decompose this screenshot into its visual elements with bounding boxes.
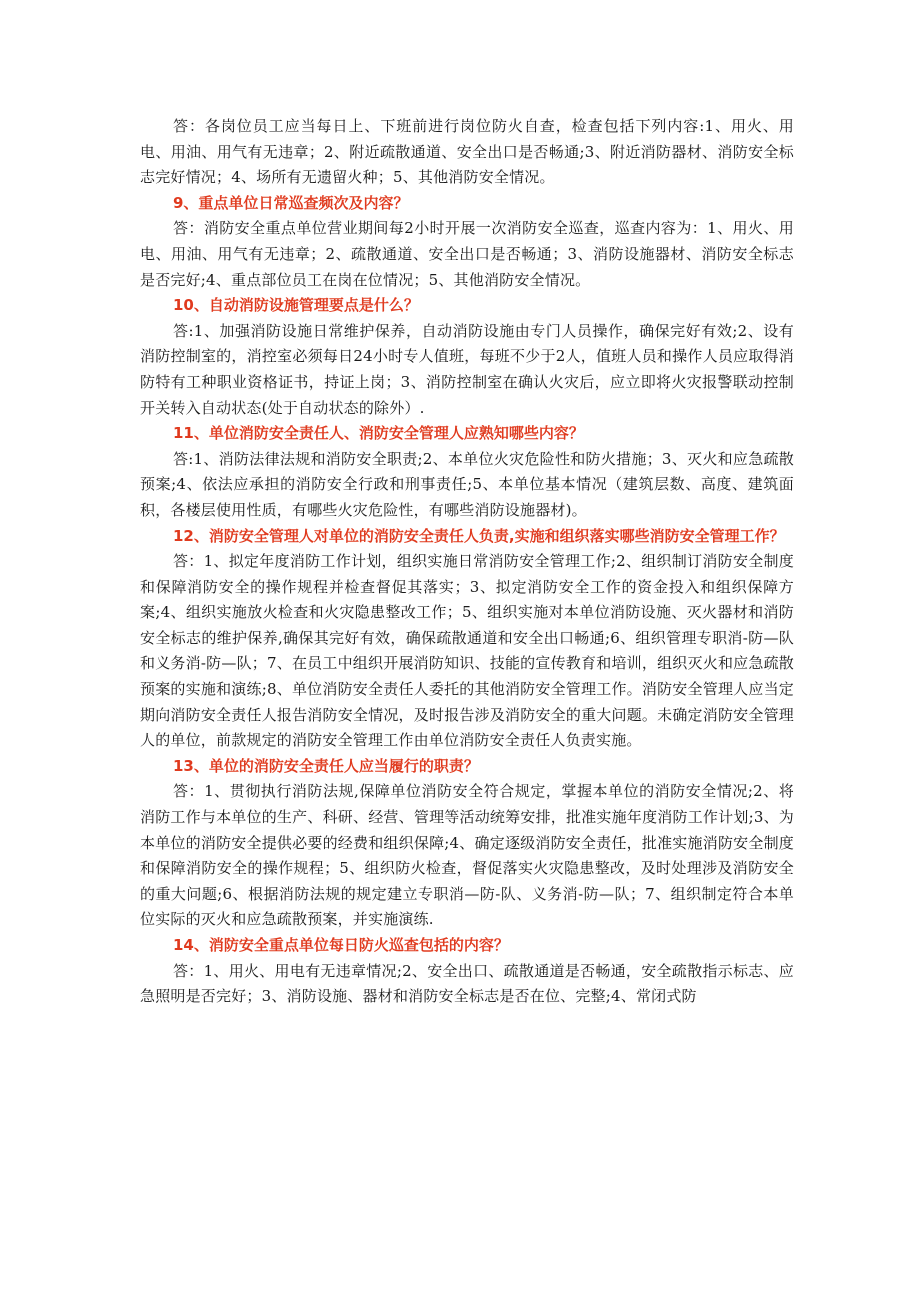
answer-paragraph: 答:1、加强消防设施日常维护保养，自动消防设施由专门人员操作，确保完好有效;2、设有消防控制室的，消控室必须每日24小时专人值班，每班不少于2人，值班人员和操作人员应取得消防特有工种职业资格证书，持证上岗；3、消防控制室在确认火灾后，应立即将火灾报警联动控制开关转入自动状态(处于自动状态的除外）. (140, 321, 794, 417)
question-heading: 10、自动消防设施管理要点是什么？ (173, 296, 419, 315)
answer-paragraph: 答：各岗位员工应当每日上、下班前进行岗位防火自查，检查包括下列内容:1、用火、用电、用油、用气有无违章；2、附近疏散通道、安全出口是否畅通;3、附近消防器材、消防安全标志完好情况；4、场所有无遗留火种；5、其他消防安全情况。 (140, 117, 794, 187)
question-heading: 14、消防安全重点单位每日防火巡查包括的内容？ (173, 936, 509, 954)
question-heading: 9、重点单位日常巡查频次及内容？ (173, 193, 409, 212)
question-heading: 12、消防安全管理人对单位的消防安全责任人负责,实施和组织落实哪些消防安全管理工作？ (173, 526, 785, 545)
answer-paragraph: 答：1、用火、用电有无违章情况;2、安全出口、疏散通道是否畅通，安全疏散指示标志、应急照明是否完好；3、消防设施、器材和消防安全标志是否在位、完整;4、常闭式防 (140, 961, 794, 1006)
answer-paragraph: 答：1、贯彻执行消防法规,保障单位消防安全符合规定，掌握本单位的消防安全情况;2、将消防工作与本单位的生产、科研、经营、管理等活动统筹安排，批准实施年度消防工作计划;3、为本单位的消防安全提供必要的经费和组织保障;4、确定逐级消防安全责任，批准实施消防安全制度和保障消防安全的操作规程；5、组织防火检查，督促落实火灾隐患整改，及时处理涉及消防安全的重大问题;6、根据消防法规的规定建立专职消—防-队、义务消-防—队；7、组织制定符合本单位实际的灭火和应急疏散预案，并实施演练. (140, 782, 795, 929)
question-heading: 13、单位的消防安全责任人应当履行的职责？ (173, 756, 479, 775)
answer-paragraph: 答：1、拟定年度消防工作计划，组织实施日常消防安全管理工作;2、组织制订消防安全制度和保障消防安全的操作规程并检查督促其落实；3、拟定消防安全工作的资金投入和组织保障方案;4、组织实施放火检查和火灾隐患整改工作；5、组织实施对本单位消防设施、灭火器材和消防安全标志的维护保养,确保其完好有效，确保疏散通道和安全出口畅通;6、组织管理专职消-防—队和义务消-防—队；7、在员工中组织开展消防知识、技能的宣传教育和培训，组织灭火和应急疏散预案的实施和演练;8、单位消防安全责任人委托的其他消防安全管理工作。消防安全管理人应当定期向消防安全责任人报告消防安全情况，及时报告涉及消防安全的重大问题。未确定消防安全管理人的单位，前款规定的消防安全管理工作由单位消防安全责任人负责实施。 (140, 552, 794, 750)
answer-paragraph: 答：消防安全重点单位营业期间每2小时开展一次消防安全巡查，巡查内容为：1、用火、用电、用油、用气有无违章；2、疏散通道、安全出口是否畅通；3、消防设施器材、消防安全标志是否完好;4、重点部位员工在岗在位情况；5、其他消防安全情况。 (140, 219, 794, 289)
document-body (140, 114, 794, 1010)
answer-paragraph: 答:1、消防法律法规和消防安全职责;2、本单位火灾危险性和防火措施；3、灭火和应急疏散预案;4、依法应承担的消防安全行政和刑事责任;5、本单位基本情况（建筑层数、高度、建筑面积，各楼层使用性质，有哪些火灾危险性，有哪些消防设施器材)。 (140, 449, 794, 519)
question-heading: 11、单位消防安全责任人、消防安全管理人应熟知哪些内容？ (173, 424, 584, 443)
